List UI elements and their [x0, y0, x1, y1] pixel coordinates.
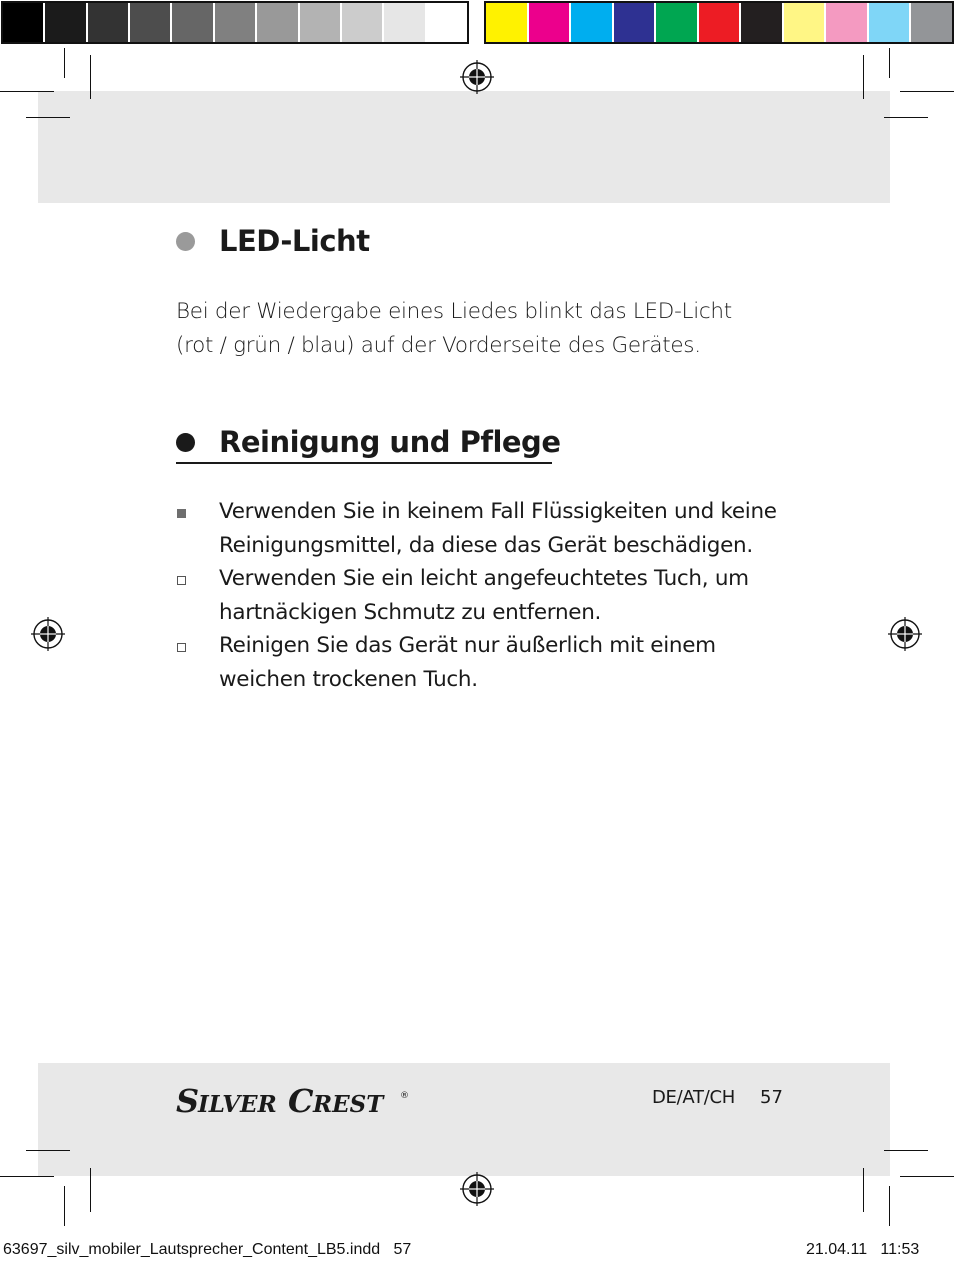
crop-mark — [884, 117, 928, 118]
crop-mark — [26, 117, 70, 118]
list-item — [176, 562, 796, 629]
list-item-line: Reinigen Sie das Gerät nur äußerlich mit einem — [219, 633, 716, 658]
gray-swatch — [215, 3, 257, 42]
black-dot-icon — [176, 433, 195, 452]
list-item-line: Reinigungsmittel, da diese das Gerät beschädigen. — [219, 532, 753, 558]
language-code: DE/AT/CH — [652, 1087, 735, 1108]
gray-swatch — [88, 3, 130, 42]
list-item — [176, 495, 796, 562]
color-swatch — [826, 3, 869, 42]
gray-swatch — [257, 3, 299, 42]
gray-swatch — [130, 3, 172, 42]
color-swatch — [741, 3, 784, 42]
slug-file-info: 63697_silv_mobiler_Lautsprecher_Content_LB5.indd 57 — [3, 1241, 412, 1258]
registration-mark-icon — [31, 617, 65, 651]
crop-mark — [889, 1186, 890, 1226]
gray-swatch — [427, 3, 467, 42]
registered-mark: ® — [400, 1091, 409, 1101]
gray-swatch — [45, 3, 87, 42]
crop-mark — [0, 1176, 54, 1177]
gray-swatch — [384, 3, 426, 42]
list-item — [176, 629, 796, 696]
color-bar — [484, 1, 954, 44]
heading-underline — [176, 462, 552, 464]
color-swatch — [869, 3, 912, 42]
crop-mark — [64, 48, 65, 78]
svg-text:REST: REST — [313, 1091, 384, 1116]
crop-mark — [884, 1150, 928, 1151]
registration-mark-icon — [460, 1172, 494, 1206]
header-band — [38, 91, 890, 203]
section-heading-led-licht — [176, 224, 370, 258]
hollow-square-bullet-icon — [177, 643, 186, 652]
color-swatch — [656, 3, 699, 42]
color-swatch — [699, 3, 742, 42]
slug-datetime: 21.04.11 11:53 — [806, 1241, 920, 1258]
heading-text: Reinigung und Pflege — [219, 425, 561, 459]
svg-text:C: C — [288, 1082, 314, 1116]
filled-square-bullet-icon — [177, 509, 186, 518]
crop-mark — [889, 48, 890, 78]
list-item-line: hartnäckigen Schmutz zu entfernen. — [219, 599, 602, 625]
section-heading-reinigung — [176, 425, 560, 459]
footer-band — [38, 1063, 890, 1176]
crop-mark — [863, 1168, 864, 1212]
list-item-line: Verwenden Sie in keinem Fall Flüssigkeiten und keine — [219, 499, 777, 524]
crop-mark — [90, 1168, 91, 1212]
gray-swatch — [342, 3, 384, 42]
paragraph-line: (rot / grün / blau) auf der Vorderseite des Gerätes. — [176, 332, 701, 358]
crop-mark — [900, 1176, 954, 1177]
color-swatch — [784, 3, 827, 42]
crop-mark — [26, 1150, 70, 1151]
gray-swatch — [3, 3, 45, 42]
paragraph-line: Bei der Wiedergabe eines Liedes blinkt das LED-Licht — [176, 299, 732, 324]
list-item-line: Verwenden Sie ein leicht angefeuchtetes Tuch, um — [219, 566, 749, 591]
cleaning-list — [176, 495, 796, 696]
color-swatch — [529, 3, 572, 42]
hollow-square-bullet-icon — [177, 576, 186, 585]
gray-dot-icon — [176, 232, 195, 251]
registration-mark-icon — [888, 617, 922, 651]
crop-mark — [0, 91, 54, 92]
svg-text:ILVER: ILVER — [198, 1091, 277, 1116]
crop-mark — [90, 55, 91, 99]
heading-text: LED-Licht — [219, 224, 370, 258]
page-number: 57 — [760, 1087, 783, 1108]
color-swatch — [571, 3, 614, 42]
list-item-line: weichen trockenen Tuch. — [219, 666, 478, 692]
led-paragraph — [176, 295, 776, 362]
crop-mark — [64, 1186, 65, 1226]
silvercrest-logo — [176, 1082, 411, 1116]
crop-mark — [863, 55, 864, 99]
svg-text:S: S — [176, 1082, 200, 1116]
color-swatch — [911, 3, 952, 42]
color-swatch — [486, 3, 529, 42]
gray-swatch — [300, 3, 342, 42]
color-swatch — [614, 3, 657, 42]
crop-mark — [900, 91, 954, 92]
gray-swatch — [172, 3, 214, 42]
registration-mark-icon — [460, 60, 494, 94]
grayscale-bar — [1, 1, 469, 44]
